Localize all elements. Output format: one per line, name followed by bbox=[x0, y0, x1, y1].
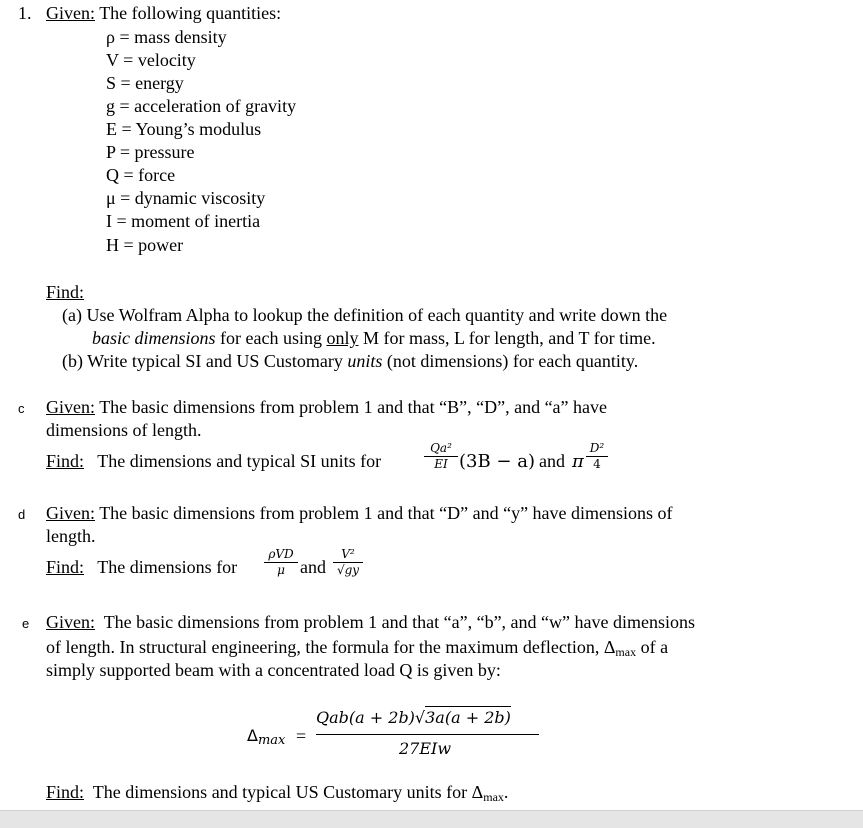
quantity-item: Q = force bbox=[106, 165, 176, 185]
quantity-item: S = energy bbox=[106, 73, 184, 93]
problem-e-marker: e bbox=[22, 616, 30, 631]
formula-denominator: 27EIw bbox=[399, 739, 452, 758]
problem-e-given-line2: of length. In structural engineering, the formula for the maximum deflection, $\Delta_{max}$ of a bbox=[46, 637, 669, 659]
formula-lhs: Δmax bbox=[247, 726, 286, 748]
given-text: The following quantities: bbox=[99, 3, 282, 23]
problem-1-given bbox=[46, 3, 281, 24]
problem-e-given-line3: simply supported beam with a concentrated load Q is given by: bbox=[46, 660, 501, 680]
find-b-line: (b) Write typical SI and US Customary units (not dimensions) for each quantity. bbox=[62, 351, 639, 371]
quantity-item: H = power bbox=[106, 235, 184, 255]
and-word: and bbox=[539, 451, 565, 471]
quantity-item: I = moment of inertia bbox=[106, 211, 261, 231]
bottom-scrollbar-area bbox=[0, 810, 863, 828]
find-a-line2: basic dimensions for each using only M for mass, L for length, and T for time. bbox=[92, 328, 656, 348]
problem-d-marker: d bbox=[18, 507, 26, 522]
problem-c-marker: c bbox=[18, 401, 25, 416]
problem-c-given-line2: dimensions of length. bbox=[46, 420, 202, 440]
problem-d-given: Given: The basic dimensions from problem 1 and that “D” and “y” have dimensions of bbox=[46, 503, 673, 523]
find-label: Find: bbox=[46, 282, 85, 302]
problem-c-given: Given: The basic dimensions from problem 1 and that “B”, “D”, and “a” have bbox=[46, 397, 608, 417]
problem-e-find: Find: The dimensions and typical US Customary units for $\Delta_{max}$. bbox=[46, 782, 509, 804]
and-word: and bbox=[300, 557, 326, 577]
quantity-item: g = acceleration of gravity bbox=[106, 96, 297, 116]
pi-symbol: π bbox=[572, 451, 584, 472]
expr-3b-minus-a: (3B − a) bbox=[459, 451, 535, 472]
problem-c-find: Find: The dimensions and typical SI units for bbox=[46, 451, 382, 471]
find-a-line1: (a) Use Wolfram Alpha to lookup the definition of each quantity and write down the bbox=[62, 305, 668, 325]
quantity-item: E = Young’s modulus bbox=[106, 119, 262, 139]
problem-d-find: Find: The dimensions for bbox=[46, 557, 238, 577]
problem-e-given: Given: The basic dimensions from problem 1 and that “a”, “b”, and “w” have dimensions bbox=[46, 612, 696, 632]
problem-d-given-line2: length. bbox=[46, 526, 96, 546]
fraction-v2-sqrt-gy: V² √gy bbox=[333, 548, 363, 577]
formula-numerator: Qab(a + 2b)√3a(a + 2b) bbox=[316, 708, 511, 727]
fraction-d2-4: D² 4 bbox=[586, 442, 608, 471]
given-label: Given: bbox=[46, 3, 95, 23]
formula-fraction-bar bbox=[316, 734, 539, 735]
quantity-item: V = velocity bbox=[106, 50, 196, 70]
quantity-item: ρ = mass density bbox=[106, 27, 227, 47]
quantity-item: P = pressure bbox=[106, 142, 195, 162]
fraction-rhovd-mu: ρVD μ bbox=[264, 548, 298, 577]
problem-1-number: 1. bbox=[18, 3, 32, 23]
quantity-item: μ = dynamic viscosity bbox=[106, 188, 266, 208]
fraction-qa2-ei: Qa² EI bbox=[424, 442, 458, 471]
formula-equals: = bbox=[296, 726, 307, 746]
